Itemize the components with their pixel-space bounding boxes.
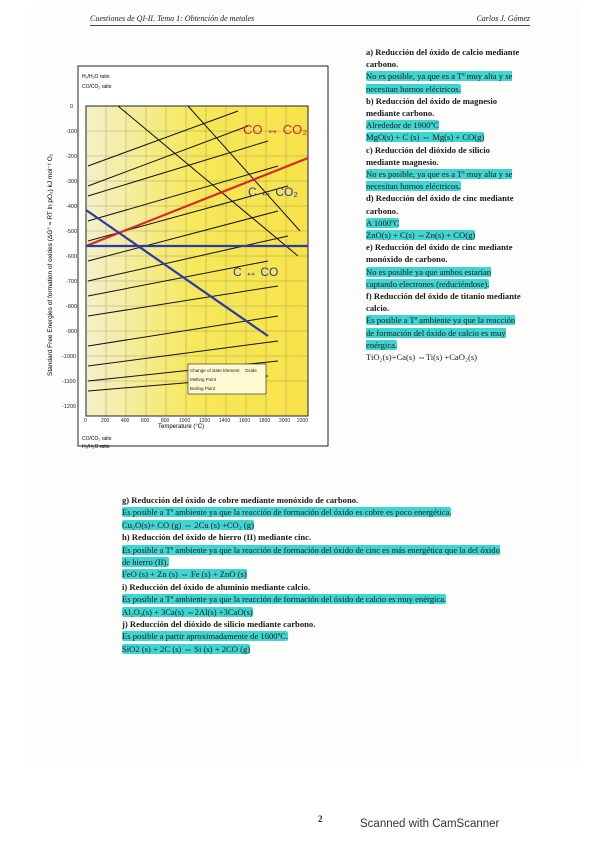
page-number: 2 [318,814,323,824]
answer-b-eq: MgO(s) + C (s) ⇔ Mg(s) + CO(g) [366,132,485,143]
svg-text:1200: 1200 [199,418,211,424]
ellingham-svg [38,46,338,466]
ellingham-diagram [38,46,338,466]
answer-e-text: No es posible ya que ambos estarían captando electrones (reduciéndose). [366,266,492,289]
svg-text:-1000: -1000 [62,354,77,360]
answer-i-title: i) Reducción del óxido de aluminio mediante calcio. [122,581,311,592]
svg-text:200: 200 [101,418,110,424]
c-co2-annotation: C ↔ CO₂ [248,185,298,199]
header-right: Carlos J. Gómez [476,14,530,23]
c-co-annotation: C ↔ CO [233,265,279,279]
answer-j-title: j) Reducción del dióxido de silicio mediante carbono. [122,619,316,630]
svg-text:-400: -400 [66,204,78,210]
page-header [90,14,530,26]
answer-c-title: c) Reducción del dióxido de silicio mediante magnesio. [366,144,490,167]
answer-e-title: e) Reducción del óxido de cinc mediante monóxido de carbono. [366,242,513,265]
svg-text:-700: -700 [66,279,78,285]
svg-text:-100: -100 [66,129,78,135]
answer-h-text: Es posible a Tª ambiente ya que la reacción de formación del óxido de cinc es más energética que la del óxido de hierro (II). [122,544,500,568]
svg-text:800: 800 [161,418,170,424]
x-axis-label: Temperature (°C) [158,424,205,430]
svg-text:-600: -600 [66,254,78,260]
answer-b-title: b) Reducción del óxido de magnesio mediante carbono. [366,95,498,119]
answer-h-title: h) Reducción del óxido de hierro (II) mediante cinc. [122,532,312,543]
svg-text:1600: 1600 [239,418,251,424]
svg-text:600: 600 [141,418,150,424]
svg-text:-800: -800 [66,304,78,310]
svg-text:Boiling Point: Boiling Point [190,386,216,391]
top-label-h2h2o: H₂/H₂O ratio [82,74,110,80]
svg-text:0: 0 [70,104,74,110]
answer-d-temp: A 1000ºC [366,217,400,228]
answer-d-eq: ZnO(s) + C(s) ⇔Zn(s) + CO(g) [366,230,476,241]
svg-text:0: 0 [84,418,87,424]
svg-text:1800: 1800 [259,418,271,424]
answer-f-eq: TiO₂(s)+Ca(s) ⇔Ti(s) +CaO₂(s) [366,352,478,363]
svg-text:-1100: -1100 [62,379,76,385]
y-axis-label: Standard Free Energies of formation of oxides (ΔG° = RT ln pO₂) kJ mol⁻¹ O₂ [47,153,54,376]
svg-text:1000: 1000 [179,418,191,424]
svg-text:1400: 1400 [219,418,231,424]
answer-i-text: Es posible a Tª ambiente ya que la reacción de formación del óxido de calcio es muy enérgica. [122,594,447,605]
svg-text:-1200: -1200 [62,404,77,410]
answers-right-column [366,46,524,363]
svg-text:-300: -300 [66,179,78,185]
answer-j-eq: SiO2 (s) + 2C (s) ⇔ Si (s) + 2CO (g) [122,643,251,654]
bottom-label-coco2: CO/CO₂ ratio [82,436,112,442]
header-left: Cuestiones de QI-II. Tema 1: Obtención de metales [90,14,255,23]
svg-text:Oxide: Oxide [245,368,257,373]
answer-i-eq: Al₂O₃(s) + 3Ca(s) ⇔2Al(s) +3CaO(s) [122,606,253,617]
co-co2-annotation: CO ↔ CO₂ [243,122,308,137]
svg-text:-200: -200 [66,154,78,160]
svg-text:2000: 2000 [279,418,291,424]
bottom-label-h2h2o: H₂/H₂O ratio [82,444,110,450]
answer-d-title: d) Reducción del óxido de cinc mediante carbono. [366,193,514,216]
answer-a-text: No es posible, ya que es a Tª muy alta y se necesitan hornos eléctricos. [366,71,513,94]
svg-text:Melting Point: Melting Point [190,377,217,382]
answer-f-title: f) Reducción del óxido de titanio mediante calcio. [366,291,521,314]
svg-text:Change of state: Change of state [190,368,222,373]
answer-g-eq: Cu₂O(s)+ CO (g) ⇔ 2Cu (s) +CO₂ (g) [122,519,254,530]
y-ticks [62,104,77,410]
answer-h-eq: FeO (s) + Zn (s) ⇔ Fe (s) + ZnO (s) [122,569,247,580]
svg-text:2200: 2200 [297,418,309,424]
answer-g-text: Es posible a Tª ambiente ya que la reacción de formación del óxido es cobre es poco energética. [122,507,452,518]
answer-j-text: Es posible a partir aproximadamente de 1600ºC. [122,631,289,642]
camscanner-watermark: Scanned with CamScanner [360,818,500,830]
svg-text:-500: -500 [66,229,78,235]
answer-f-text: Es posible a Tª ambiente ya que la reacción de formación del óxido de calcio es muy enérgica. [366,315,516,350]
answers-bottom [122,494,502,655]
answer-a-title: a) Reducción del óxido de calcio mediante carbono. [366,47,520,70]
svg-text:-900: -900 [66,329,78,335]
svg-text:400: 400 [121,418,130,424]
answer-c-text: No es posible, ya que es a Tª muy alta y se necesitan hornos eléctricos. [366,169,513,192]
answer-b-temp: Alrededor de 1900ºC [366,120,439,131]
answer-g-title: g) Reducción del óxido de cobre mediante monóxido de carbono. [122,495,359,505]
top-label-coco2: CO/CO₂ ratio [82,84,112,90]
svg-text:Element: Element [223,368,240,373]
